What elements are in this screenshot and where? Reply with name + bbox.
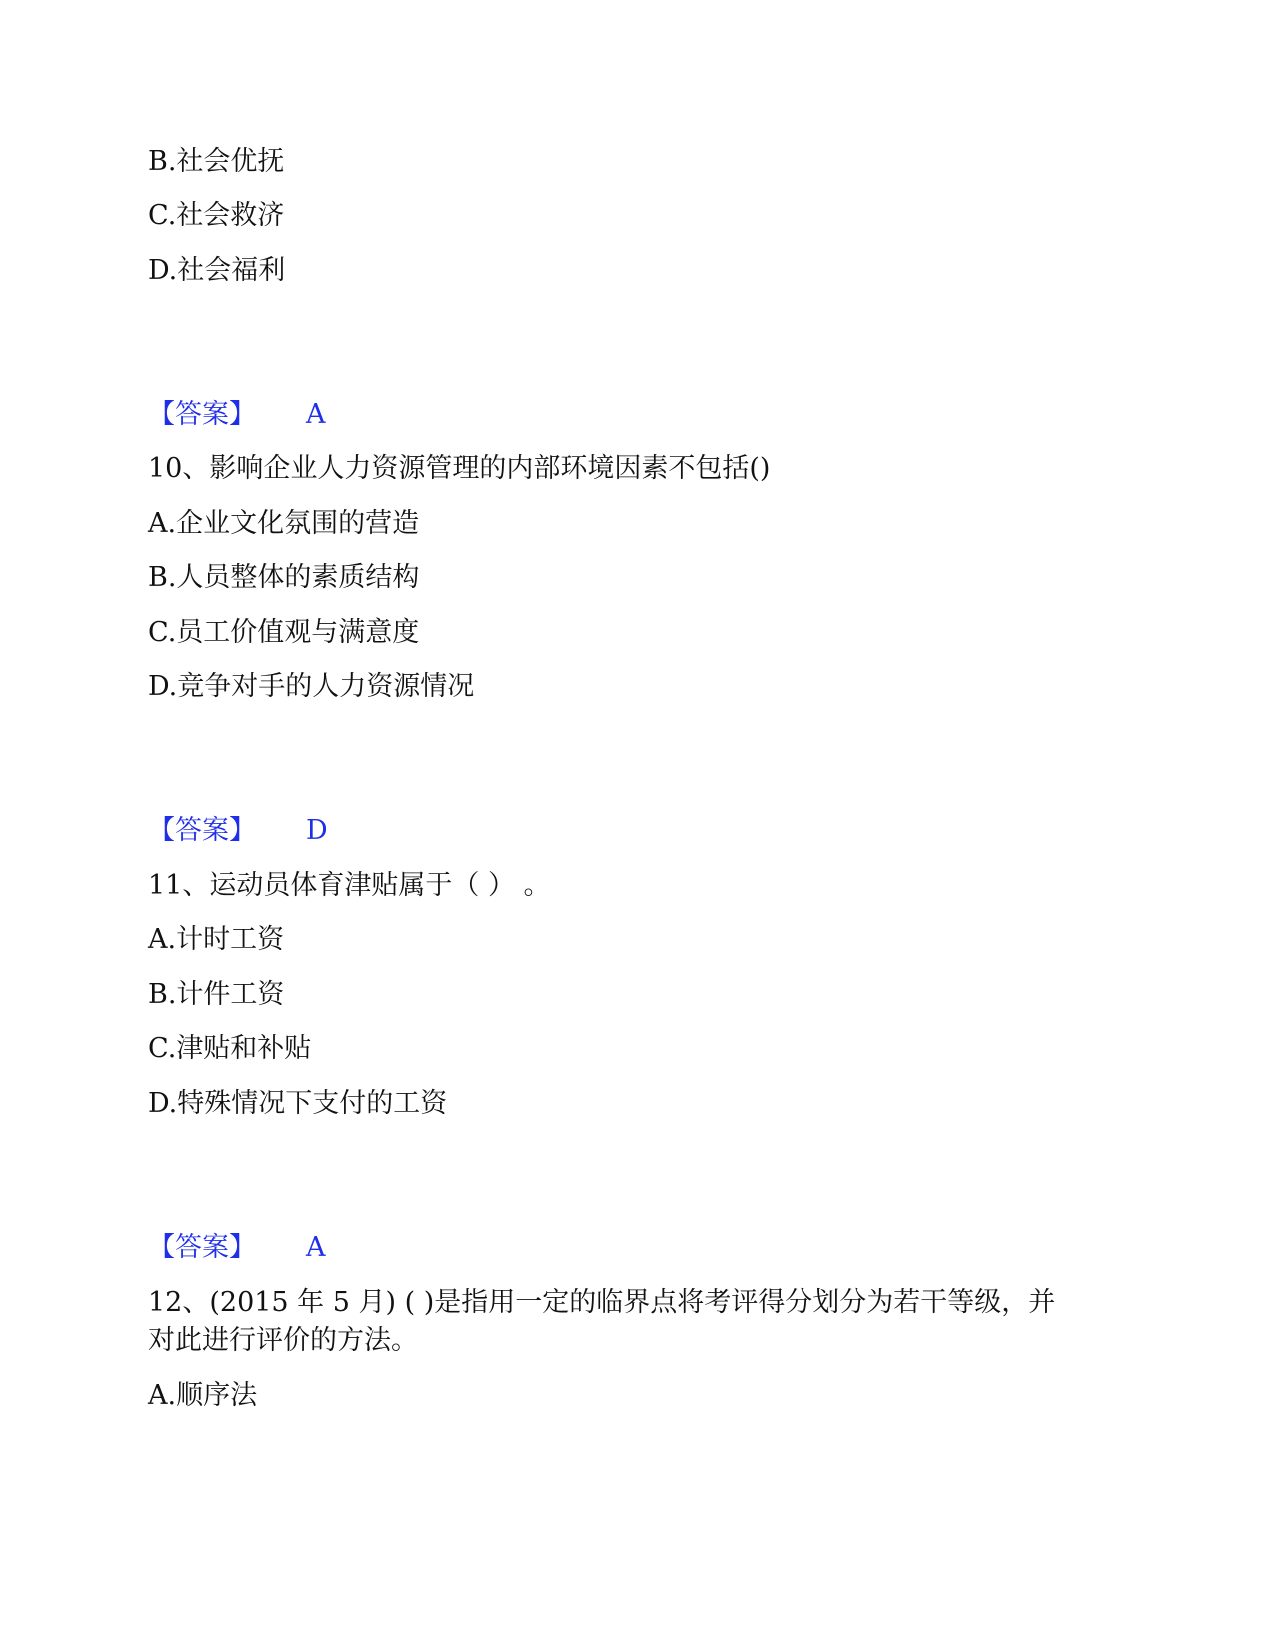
q11-stem: 11、运动员体育津贴属于（ ） 。 bbox=[148, 870, 551, 901]
q10-option-a: A.企业文化氛围的营造 bbox=[148, 508, 420, 539]
q11-option-d: D.特殊情况下支付的工资 bbox=[148, 1088, 448, 1119]
q9-option-c: C.社会救济 bbox=[148, 200, 285, 231]
q10-option-d: D.竞争对手的人力资源情况 bbox=[148, 671, 475, 702]
q11-option-a: A.计时工资 bbox=[148, 924, 285, 955]
answer-label: 【答案】 bbox=[148, 1232, 256, 1263]
answer-value: D bbox=[306, 815, 328, 846]
answer-value: A bbox=[306, 399, 326, 430]
q9-option-b: B.社会优抚 bbox=[148, 146, 285, 177]
answer-label: 【答案】 bbox=[148, 815, 256, 846]
q10-option-c: C.员工价值观与满意度 bbox=[148, 617, 420, 648]
q11-option-c: C.津贴和补贴 bbox=[148, 1033, 312, 1064]
answer-label: 【答案】 bbox=[148, 399, 256, 430]
q10-answer bbox=[148, 813, 328, 849]
q9-option-d: D.社会福利 bbox=[148, 255, 286, 286]
q10-stem: 10、影响企业人力资源管理的内部环境因素不包括() bbox=[148, 453, 771, 484]
answer-value: A bbox=[306, 1232, 326, 1263]
q12-stem-line1: 12、(2015 年 5 月) ( )是指用一定的临界点将考评得分划分为若干等级，并 bbox=[148, 1287, 1056, 1318]
q12-stem-line2: 对此进行评价的方法。 bbox=[148, 1325, 418, 1356]
q11-answer bbox=[148, 1230, 326, 1266]
q11-option-b: B.计件工资 bbox=[148, 979, 285, 1010]
q12-option-a: A.顺序法 bbox=[148, 1380, 258, 1411]
q10-option-b: B.人员整体的素质结构 bbox=[148, 562, 420, 593]
q9-answer bbox=[148, 397, 326, 433]
